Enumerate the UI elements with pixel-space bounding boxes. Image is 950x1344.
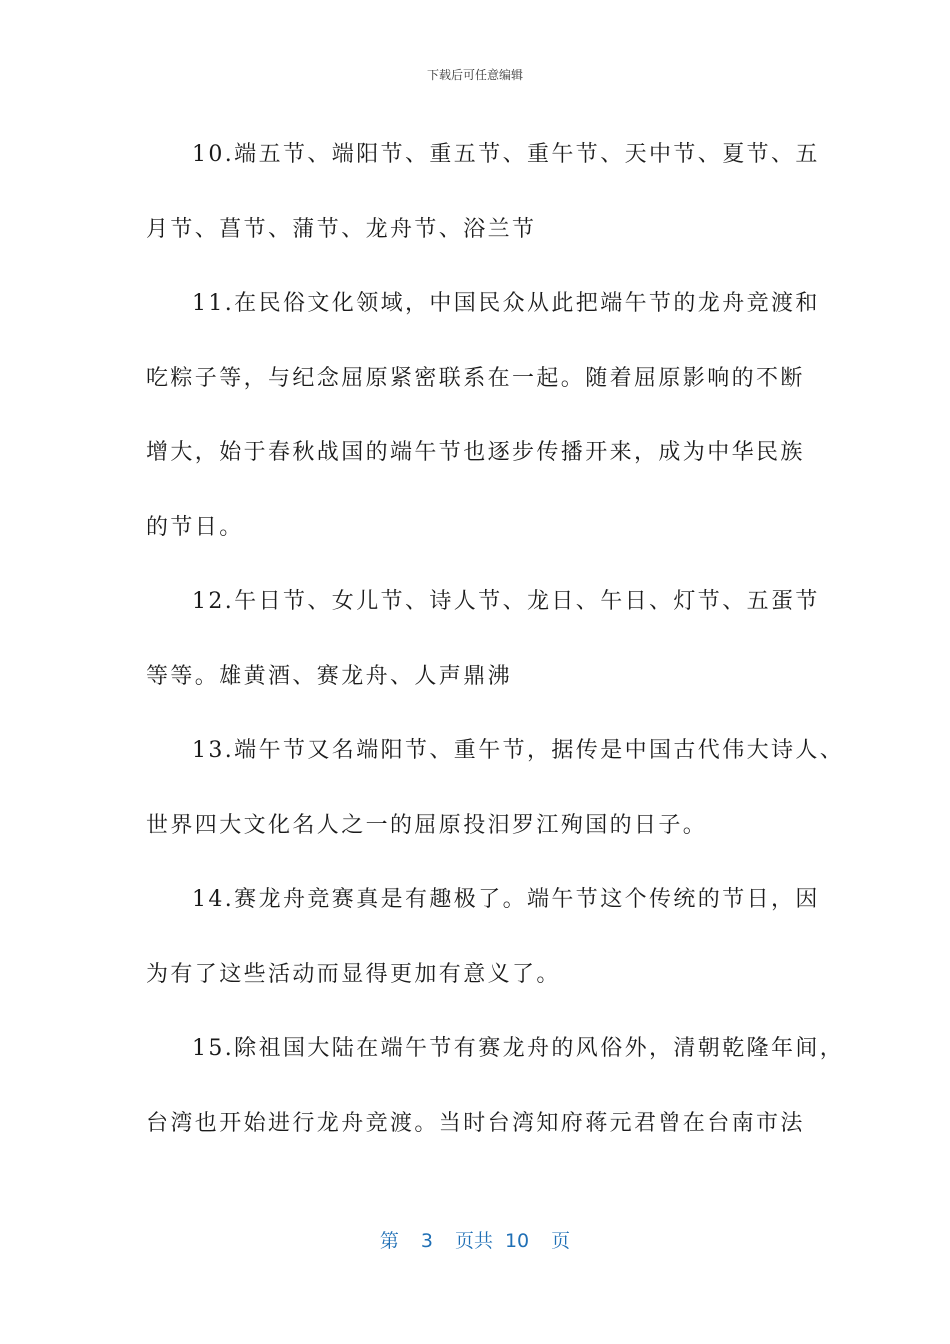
paragraph-11 [146,267,820,565]
paragraph-line: 15.除祖国大陆在端午节有赛龙舟的风俗外，清朝乾隆年间， [192,1036,845,1061]
footer-middle: 页共 [454,1230,493,1252]
footer-suffix: 页 [551,1230,571,1252]
paragraph-line: 的节日。 [146,514,244,540]
paragraph-line: 等等。雄黄酒、赛龙舟、人声鼎沸 [146,663,513,689]
footer-current-page: 3 [420,1230,433,1252]
paragraph-line: 14.赛龙舟竞赛真是有趣极了。端午节这个传统的节日，因 [192,887,820,912]
paragraph-line: 12.午日节、女儿节、诗人节、龙日、午日、灯节、五蛋节 [192,589,820,614]
paragraph-line: 月节、菖节、蒲节、龙舟节、浴兰节 [146,216,537,242]
paragraph-line: 11.在民俗文化领域，中国民众从此把端午节的龙舟竞渡和 [192,291,820,316]
paragraph-line: 为有了这些活动而显得更加有意义了。 [146,961,561,987]
paragraph-line: 10.端五节、端阳节、重五节、重午节、天中节、夏节、五 [192,142,820,167]
page-number-footer [0,1226,950,1253]
document-body [146,118,845,1161]
footer-total-pages: 10 [504,1230,530,1252]
paragraph-13 [146,714,845,863]
paragraph-line: 吃粽子等，与纪念屈原紧密联系在一起。随着屈原影响的不断 [146,365,805,391]
paragraph-10 [146,118,820,267]
header-note: 下载后可任意编辑 [426,68,523,82]
paragraph-line: 13.端午节又名端阳节、重午节，据传是中国古代伟大诗人、 [192,738,845,763]
paragraph-line: 台湾也开始进行龙舟竞渡。当时台湾知府蒋元君曾在台南市法 [146,1110,805,1136]
paragraph-line: 增大，始于春秋战国的端午节也逐步传播开来，成为中华民族 [146,440,805,465]
paragraph-14 [146,863,820,1012]
paragraph-line: 世界四大文化名人之一的屈原投汨罗江殉国的日子。 [146,812,708,838]
paragraph-12 [146,565,820,714]
footer-prefix: 第 [379,1230,399,1252]
paragraph-15 [146,1012,845,1161]
